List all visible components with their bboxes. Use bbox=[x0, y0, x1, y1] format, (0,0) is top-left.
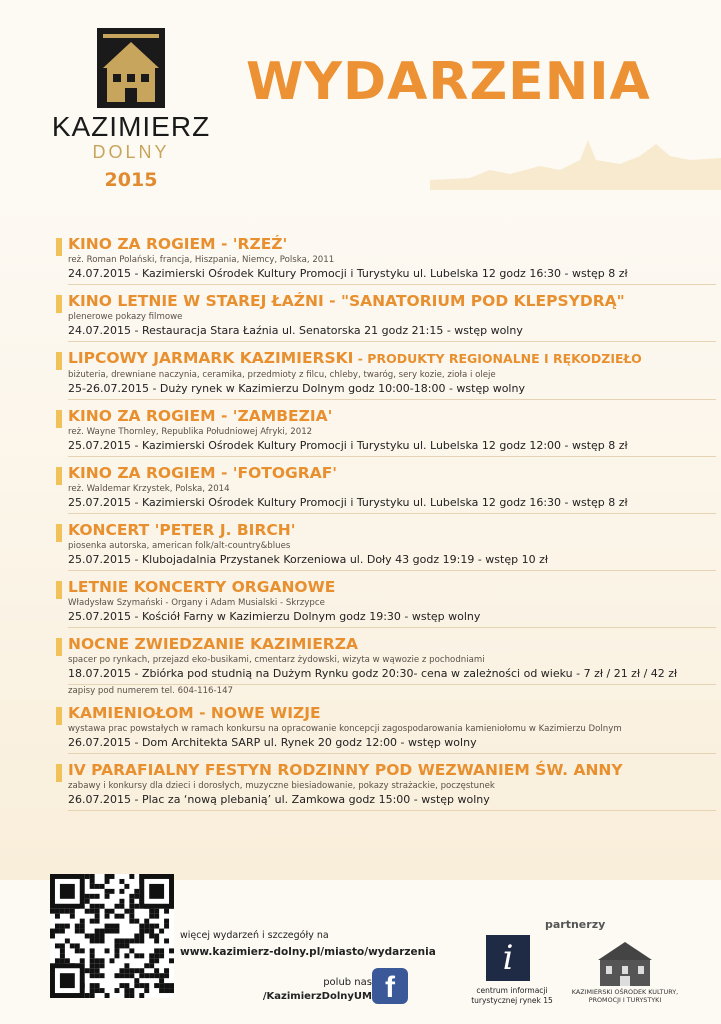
event-details: 25.07.2015 - Kazimierski Ośrodek Kultury Promocji i Turystyku ul. Lubelska 12 godz 12:00 - wstęp 8 zł bbox=[68, 438, 716, 457]
qr-code-icon[interactable] bbox=[50, 874, 174, 998]
tourist-info-icon: i bbox=[486, 935, 530, 981]
event-title bbox=[68, 577, 716, 597]
event-title-text: KINO ZA ROGIEM - 'ZAMBEZIA' bbox=[68, 407, 333, 425]
event-description: Władysław Szymański - Organy i Adam Musialski - Skrzypce bbox=[68, 598, 325, 608]
event-bullet-bar bbox=[56, 467, 62, 485]
event-title-text: KINO LETNIE W STAREJ ŁAŹNI - "SANATORIUM POD KLEPSYDRĄ" bbox=[68, 292, 625, 310]
event-title-text: LIPCOWY JARMARK KAZIMIERSKI bbox=[68, 349, 354, 367]
more-events-info bbox=[180, 928, 436, 960]
more-events-link[interactable]: www.kazimierz-dolny.pl/miasto/wydarzenia bbox=[180, 946, 436, 958]
event-description: piosenka autorska, american folk/alt-country&blues bbox=[68, 541, 291, 551]
event-item bbox=[56, 291, 716, 342]
event-bullet-bar bbox=[56, 707, 62, 725]
event-title bbox=[68, 291, 716, 311]
event-bullet-bar bbox=[56, 295, 62, 313]
event-title-text: KAMIENIOŁOM - NOWE WIZJE bbox=[68, 704, 321, 722]
event-details: 24.07.2015 - Restauracja Stara Łaźnia ul. Senatorska 21 godz 21:15 - wstęp wolny bbox=[68, 323, 716, 342]
event-title bbox=[68, 463, 716, 483]
event-details: 26.07.2015 - Dom Architekta SARP ul. Rynek 20 godz 12:00 - wstęp wolny bbox=[68, 735, 716, 754]
event-title-text: NOCNE ZWIEDZANIE KAZIMIERZA bbox=[68, 635, 358, 653]
facebook-text bbox=[262, 976, 372, 1004]
event-title bbox=[68, 760, 716, 780]
logo-name: KAZIMIERZ bbox=[51, 111, 211, 142]
event-bullet-bar bbox=[56, 581, 62, 599]
event-title bbox=[68, 234, 716, 254]
partners-label: partnerzy bbox=[545, 918, 606, 931]
event-details: 25.07.2015 - Kazimierski Ośrodek Kultury Promocji i Turystyku ul. Lubelska 12 godz 16:30 - wstęp 8 zł bbox=[68, 495, 716, 514]
facebook-icon[interactable]: f bbox=[372, 968, 408, 1004]
event-details: 25-26.07.2015 - Duży rynek w Kazimierzu Dolnym godz 10:00-18:00 - wstęp wolny bbox=[68, 381, 716, 400]
event-title-text: KINO ZA ROGIEM - 'RZEŹ' bbox=[68, 235, 288, 253]
logo-year: 2015 bbox=[104, 169, 158, 191]
event-title-accent: - PRODUKTY REGIONALNE I RĘKODZIEŁO bbox=[353, 351, 642, 366]
event-title-text: LETNIE KONCERTY ORGANOWE bbox=[68, 578, 336, 596]
event-item bbox=[56, 634, 716, 697]
event-item bbox=[56, 463, 716, 514]
event-details: 25.07.2015 - Klubojadalnia Przystanek Korzeniowa ul. Doły 43 godz 19:19 - wstęp 10 zł bbox=[68, 552, 716, 571]
event-bullet-bar bbox=[56, 352, 62, 370]
facebook-label: polub nas bbox=[323, 977, 372, 988]
event-details: 18.07.2015 - Zbiórka pod studnią na Dużym Rynku godz 20:30- cena w zależności od wieku - 7 zł / 21 zł / 42 zł bbox=[68, 666, 716, 685]
event-title-text: IV PARAFIALNY FESTYN RODZINNY POD WEZWANIEM ŚW. ANNY bbox=[68, 761, 623, 779]
tourist-info-text: centrum informacji turystycznej rynek 15 bbox=[471, 986, 553, 1005]
event-description: zabawy i konkursy dla dzieci i dorosłych, muzyczne biesiadowanie, pokazy strażackie, poczęstunek bbox=[68, 781, 495, 791]
town-house-logo-icon bbox=[97, 28, 165, 108]
event-description: plenerowe pokazy filmowe bbox=[68, 312, 183, 322]
logo-subtitle: DOLNY bbox=[92, 142, 170, 162]
event-title bbox=[68, 634, 716, 654]
event-description: reż. Wayne Thornley, Republika Południowej Afryki, 2012 bbox=[68, 427, 313, 437]
culture-center-logo-icon bbox=[590, 938, 660, 988]
event-item bbox=[56, 760, 716, 811]
event-bullet-bar bbox=[56, 638, 62, 656]
event-item bbox=[56, 577, 716, 628]
event-details: 25.07.2015 - Kościół Farny w Kazimierzu Dolnym godz 19:30 - wstęp wolny bbox=[68, 609, 716, 628]
event-bullet-bar bbox=[56, 524, 62, 542]
event-description: biżuteria, drewniane naczynia, ceramika, przedmioty z filcu, chleby, twaróg, sery kozie, zioła i oleje bbox=[68, 370, 496, 380]
facebook-handle[interactable]: /KazimierzDolnyUM bbox=[262, 991, 372, 1002]
event-title bbox=[68, 348, 716, 369]
event-description: reż. Roman Polański, francja, Hiszpania, Niemcy, Polska, 2011 bbox=[68, 255, 335, 265]
more-events-label: więcej wydarzeń i szczegóły na bbox=[180, 930, 329, 941]
event-item bbox=[56, 348, 716, 400]
event-item bbox=[56, 406, 716, 457]
event-details: 24.07.2015 - Kazimierski Ośrodek Kultury Promocji i Turystyku ul. Lubelska 12 godz 16:30 - wstęp 8 zł bbox=[68, 266, 716, 285]
events-list bbox=[56, 234, 716, 817]
event-title bbox=[68, 703, 716, 723]
event-item bbox=[56, 703, 716, 754]
event-item bbox=[56, 234, 716, 285]
event-bullet-bar bbox=[56, 238, 62, 256]
event-title-text: KONCERT 'PETER J. BIRCH' bbox=[68, 521, 296, 539]
page-title: WYDARZENIA bbox=[246, 52, 651, 112]
culture-center-text: KAZIMIERSKI OŚRODEK KULTURY, PROMOCJI I TURYSTYKI bbox=[571, 988, 679, 1004]
event-bullet-bar bbox=[56, 764, 62, 782]
event-description: spacer po rynkach, przejazd eko-busikami, cmentarz żydowski, wizyta w wąwozie z pochodniami bbox=[68, 655, 485, 665]
event-title-text: KINO ZA ROGIEM - 'FOTOGRAF' bbox=[68, 464, 338, 482]
event-item bbox=[56, 520, 716, 571]
event-details: 26.07.2015 - Plac za ‘nową plebanią’ ul. Zamkowa godz 15:00 - wstęp wolny bbox=[68, 792, 716, 811]
kazimierz-logo bbox=[26, 28, 236, 192]
event-bullet-bar bbox=[56, 410, 62, 428]
event-note: zapisy pod numerem tel. 604-116-147 bbox=[68, 686, 234, 696]
town-skyline-icon bbox=[430, 130, 721, 190]
event-title bbox=[68, 520, 716, 540]
event-description: reż. Waldemar Krzystek, Polska, 2014 bbox=[68, 484, 230, 494]
event-title bbox=[68, 406, 716, 426]
event-description: wystawa prac powstałych w ramach konkursu na opracowanie koncepcji zagospodarowania kamieniołomu w Kazimierzu Dolnym bbox=[68, 724, 622, 734]
